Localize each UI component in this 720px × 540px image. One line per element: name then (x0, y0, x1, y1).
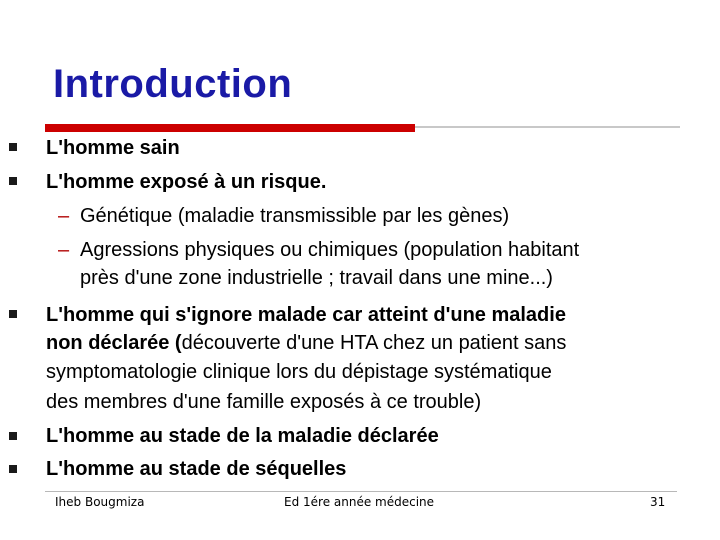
square-bullet-icon (9, 143, 17, 151)
square-bullet-icon (9, 465, 17, 473)
square-bullet-icon (9, 177, 17, 185)
bullet-unaware-line3: symptomatologie clinique lors du dépistage systématique (46, 361, 552, 383)
title-underline-bar (45, 124, 415, 132)
bullet-unaware-rest: découverte d'une HTA chez un patient sans (181, 332, 567, 354)
bullet-unaware-line4: des membres d'une famille exposés à ce trouble) (46, 391, 482, 413)
footer-rule (45, 491, 677, 492)
bullet-unaware-line2 (46, 333, 566, 353)
square-bullet-icon (9, 432, 17, 440)
footer-author: Iheb Bougmiza (55, 495, 145, 509)
subitem-aggressions-cont: près d'une zone industrielle ; travail dans une mine...) (80, 267, 553, 289)
bullet-sequelae: L'homme au stade de séquelles (46, 458, 347, 480)
bullet-unaware-bold: non déclarée ( (46, 332, 182, 354)
title-rule (415, 126, 680, 128)
footer-course: Ed 1ére année médecine (284, 495, 435, 509)
bullet-exposed: L'homme exposé à un risque. (46, 171, 327, 193)
bullet-healthy: L'homme sain (46, 137, 180, 159)
bullet-declared: L'homme au stade de la maladie déclarée (46, 425, 439, 447)
square-bullet-icon (9, 310, 17, 318)
bullet-unaware: L'homme qui s'ignore malade car atteint d'une maladie (46, 304, 566, 326)
dash-bullet-icon: – (58, 205, 70, 227)
page-number: 31 (650, 495, 666, 509)
subitem-genetic: Génétique (maladie transmissible par les gènes) (80, 205, 510, 227)
slide-title: Introduction (53, 62, 293, 106)
dash-bullet-icon: – (58, 239, 70, 261)
subitem-aggressions: Agressions physiques ou chimiques (population habitant (80, 239, 580, 261)
